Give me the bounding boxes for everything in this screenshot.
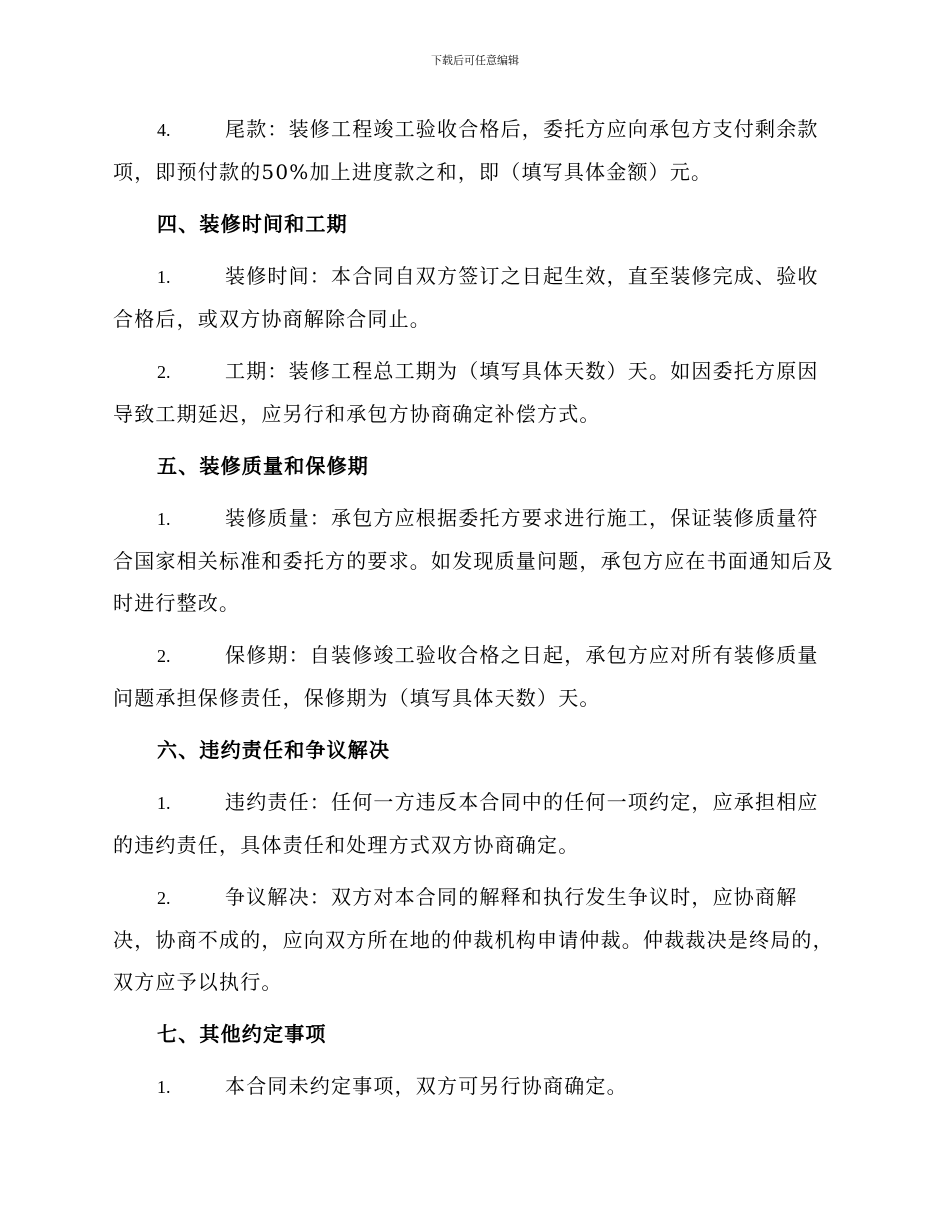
clause-text: 违约责任：任何一方违反本合同中的任何一项约定，应承担相应的违约责任，具体责任和处理方式双方协商确定。 [113,790,819,857]
section-heading: 五、装修质量和保修期 [157,454,369,478]
clause-item [113,1065,835,1108]
clause-text: 工期：装修工程总工期为（填写具体天数）天。如因委托方原因导致工期延迟，应另行和承包方协商确定补偿方式。 [113,359,819,426]
clause-text: 尾款：装修工程竣工验收合格后，委托方应向承包方支付剩余款项，即预付款的50%加上进度款之和，即（填写具体金额）元。 [113,117,819,184]
clause-item [113,108,835,193]
clause-item [113,781,835,866]
clause-number: 1. [157,793,171,813]
clause-text: 本合同未约定事项，双方可另行协商确定。 [225,1074,628,1098]
clause-text: 保修期：自装修竣工验收合格之日起，承包方应对所有装修质量问题承担保修责任，保修期为（填写具体天数）天。 [113,643,819,710]
clause-text: 装修质量：承包方应根据委托方要求进行施工，保证装修质量符合国家相关标准和委托方的要求。如发现质量问题，承包方应在书面通知后及时进行整改。 [113,506,834,615]
clause-number: 1. [157,267,171,287]
clause-number: 2. [157,888,171,908]
clause-item [113,350,835,435]
clause-item [113,255,835,340]
clause-number: 2. [157,362,171,382]
clause-text: 争议解决：双方对本合同的解释和执行发生争议时，应协商解决，协商不成的，应向双方所在地的仲裁机构申请仲裁。仲裁裁决是终局的，双方应予以执行。 [113,885,834,994]
page-header: 下载后可任意编辑 [431,54,519,67]
clause-number: 4. [157,120,171,140]
section-heading: 六、违约责任和争议解决 [157,738,391,762]
clause-number: 1. [157,509,171,529]
clause-number: 2. [157,646,171,666]
clause-item [113,876,835,1003]
clause-item [113,634,835,719]
clause-number: 1. [157,1077,171,1097]
section-heading: 四、装修时间和工期 [157,212,348,236]
section-heading: 七、其他约定事项 [157,1022,327,1046]
document-body [113,108,835,1118]
clause-text: 装修时间：本合同自双方签订之日起生效，直至装修完成、验收合格后，或双方协商解除合同止。 [113,264,819,331]
clause-item [113,497,835,624]
